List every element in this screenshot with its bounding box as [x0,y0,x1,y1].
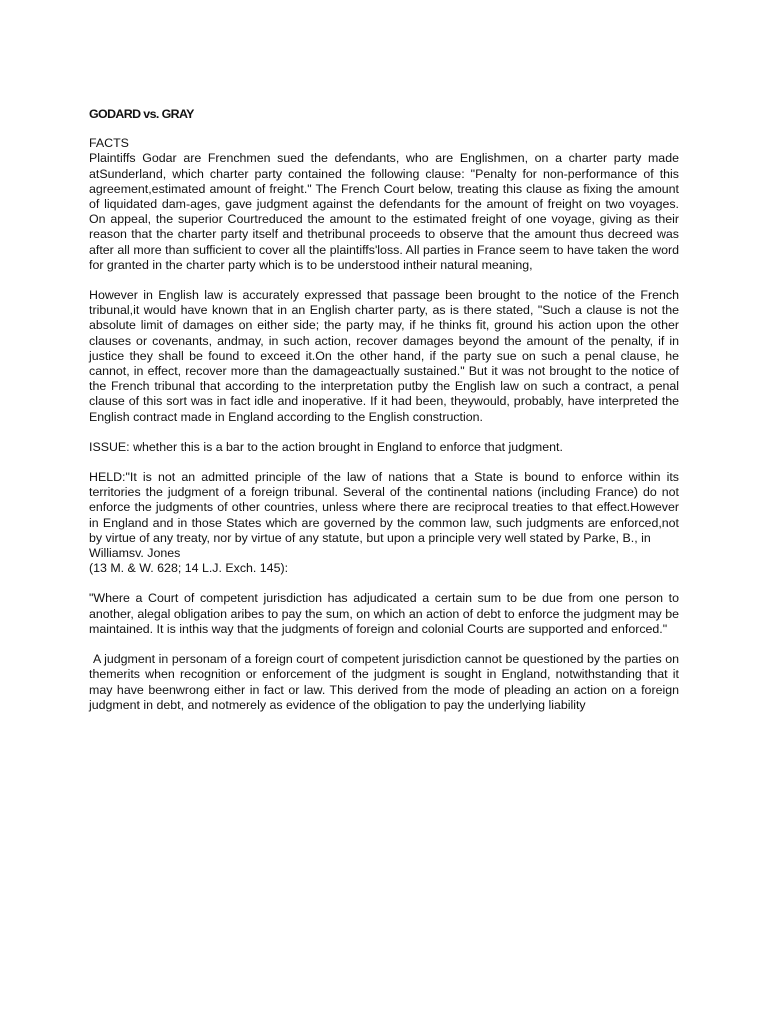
document-body [89,107,679,728]
held-case-name: Williamsv. Jones [89,546,181,561]
quote-paragraph: "Where a Court of competent jurisdiction has adjudicated a certain sum to be due from one person to another, alegal obligation aribes to pay the sum, on which an action of debt to enforce the judgment may be maintained. It is inthis way that the judgments of foreign and colonial Courts are supported and enforced." [89,591,679,636]
final-paragraph: A judgment in personam of a foreign court of competent jurisdiction cannot be questioned by the parties on themerits when recognition or enforcement of the judgment is sought in England, notwithstanding that it may have beenwrong either in fact or law. This derived from the mode of pleading an action on a foreign judgment in debt, and notmerely as evidence of the obligation to pay the underlying liability [89,652,679,712]
facts-heading: FACTS [89,136,129,151]
held-citation: (13 M. & W. 628; 14 L.J. Exch. 145): [89,561,289,576]
facts-paragraph-1: Plaintiffs Godar are Frenchmen sued the defendants, who are Englishmen, on a charter party made atSunderland, which charter party contained the following clause: "Penalty for non-performance of this agreement,estimated amount of freight." The French Court below, treating this clause as fixing the amount of liquidated dam-ages, gave judgment against the defendants for the amount of freight on two voyages. On appeal, the superior Courtreduced the amount to the estimated freight of one voyage, giving as their reason that the charter party itself and thetribunal proceeds to observe that the amount thus decreed was after all more than sufficient to cover all the plaintiffs'loss. All parties in France seem to have taken the word for granted in the charter party which is to be understood intheir natural meaning, [89,151,679,272]
issue-paragraph: ISSUE: whether this is a bar to the action brought in England to enforce that judgment. [89,439,563,454]
case-title: GODARD vs. GRAY [89,107,194,121]
facts-paragraph-2: However in English law is accurately expressed that passage been brought to the notice of the French tribunal,it would have known that in an English charter party, as is there stated, "Such a clause is not the absolute limit of damages on either side; the party may, if he thinks fit, ground his action upon the other clauses or covenants, andmay, in such action, recover damages beyond the amount of the penalty, if in justice they shall be found to exceed it.On the other hand, if the party sue on such a penal clause, he cannot, in effect, recover more than the damageactually sustained." But it was not brought to the notice of the French tribunal that according to the interpretation putby the English law on such a contract, a penal clause of this sort was in fact idle and inoperative. If it had been, theywould, probably, have interpreted the English contract made in England according to the English construction. [89,288,679,424]
held-paragraph: HELD:"It is not an admitted principle of the law of nations that a State is bound to enforce within its territories the judgment of a foreign tribunal. Several of the continental nations (including France) do not enforce the judgments of other countries, unless where there are reciprocal treaties to that effect.However in England and in those States which are governed by the common law, such judgments are enforced,not by virtue of any treaty, nor by virtue of any statute, but upon a principle very well stated by Parke, B., in [89,470,679,545]
